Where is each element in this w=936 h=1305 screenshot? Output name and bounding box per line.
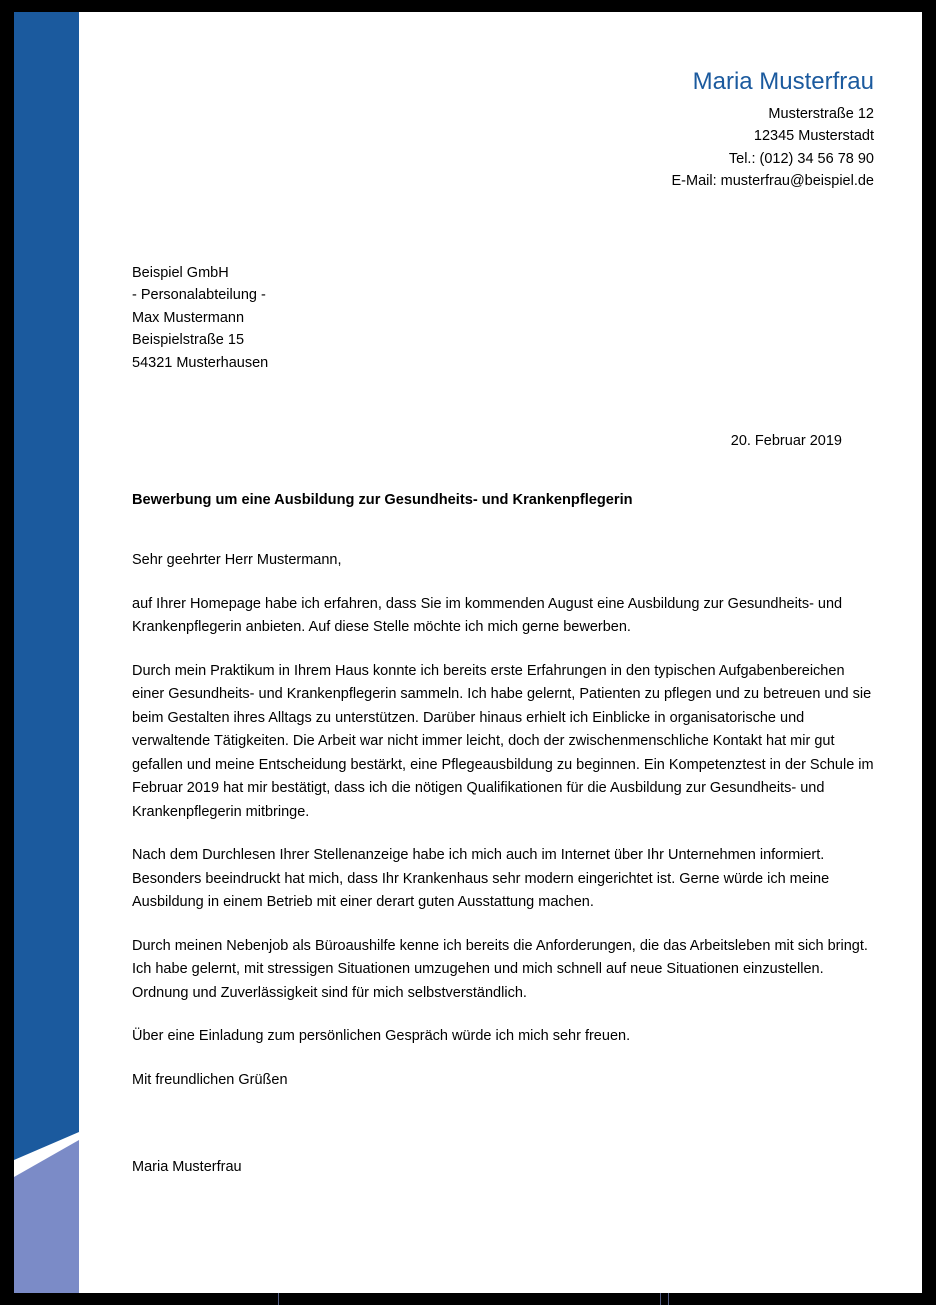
closing-phrase: Mit freundlichen Grüßen bbox=[132, 1071, 288, 1088]
body-paragraph-1: auf Ihrer Homepage habe ich erfahren, dass Sie im kommenden August eine Ausbildung zur Gesundheits- und Krankenpflegerin anbieten. Auf diese Stelle möchte ich mich gerne bewerben. bbox=[132, 595, 843, 635]
body-paragraph-3: Nach dem Durchlesen Ihrer Stellenanzeige habe ich mich auch im Internet über Ihr Unternehmen informiert. Besonders beeindruckt hat mich, dass Ihr Krankenhaus sehr modern eingerichtet ist. Gerne würde ich meine Ausbildung in einem Betrieb mit einer derart guten Ausstattung machen. bbox=[132, 847, 830, 910]
recipient-block bbox=[132, 262, 268, 374]
bottom-tick-1 bbox=[278, 1293, 279, 1305]
recipient-company: Beispiel GmbH bbox=[132, 265, 229, 281]
sender-block bbox=[672, 67, 875, 192]
letter-content bbox=[79, 12, 922, 1293]
recipient-city: 54321 Musterhausen bbox=[132, 354, 269, 371]
body-paragraph-4: Durch meinen Nebenjob als Büroaushilfe kenne ich bereits die Anforderungen, die das Arbeitsleben mit sich bringt. Ich habe gelernt, mit stressigen Situationen umzugehen und mich schnell auf neue Situationen einzustellen. Ordnung und Zuverlässigkeit sind für mich selbstverständlich. bbox=[132, 937, 868, 1001]
letter-date: 20. Februar 2019 bbox=[730, 433, 842, 449]
left-accent-bar bbox=[14, 12, 79, 1293]
salutation: Sehr geehrter Herr Mustermann, bbox=[132, 552, 342, 568]
sender-name: Maria Musterfrau bbox=[692, 68, 874, 95]
bottom-tick-2 bbox=[660, 1293, 661, 1305]
sender-email: E-Mail: musterfrau@beispiel.de bbox=[671, 172, 874, 189]
recipient-contact: Max Mustermann bbox=[132, 309, 245, 326]
recipient-department: - Personalabteilung - bbox=[132, 287, 266, 304]
sender-city: 12345 Musterstadt bbox=[753, 128, 874, 145]
body-paragraph-5: Über eine Einladung zum persönlichen Gespräch würde ich mich sehr freuen. bbox=[132, 1028, 631, 1044]
sender-street: Musterstraße 12 bbox=[768, 106, 874, 122]
bottom-tick-3 bbox=[668, 1293, 669, 1305]
sender-phone: Tel.: (012) 34 56 78 90 bbox=[728, 150, 874, 167]
letter-subject: Bewerbung um eine Ausbildung zur Gesundheits- und Krankenpflegerin bbox=[132, 492, 633, 508]
page-bottom-edge bbox=[0, 1293, 936, 1305]
recipient-street: Beispielstraße 15 bbox=[132, 332, 245, 349]
signature-name: Maria Musterfrau bbox=[132, 1159, 242, 1175]
letter-body bbox=[132, 549, 877, 1092]
letter-page bbox=[14, 12, 922, 1293]
body-paragraph-2: Durch mein Praktikum in Ihrem Haus konnte ich bereits erste Erfahrungen in den typischen Aufgabenbereichen einer Gesundheits- und Krankenpflegerin sammeln. Ich habe gelernt, Patienten zu pflegen und zu betreuen und sie beim Gestalten ihres Alltags zu unterstützen. Darüber hinaus erhielt ich Einblicke in organisatorische und verwaltende Tätigkeiten. Die Arbeit war nicht immer leicht, doch der zwischenmenschliche Kontakt hat mir gut gefallen und meine Entscheidung bestärkt, eine Pflegeausbildung zu beginnen. Ein Kompetenztest in der Schule im Februar 2019 hat mir bestätigt, dass ich die nötigen Qualifikationen für die Ausbildung zur Gesundheits- und Krankenpflegerin mitbringe. bbox=[132, 662, 874, 820]
